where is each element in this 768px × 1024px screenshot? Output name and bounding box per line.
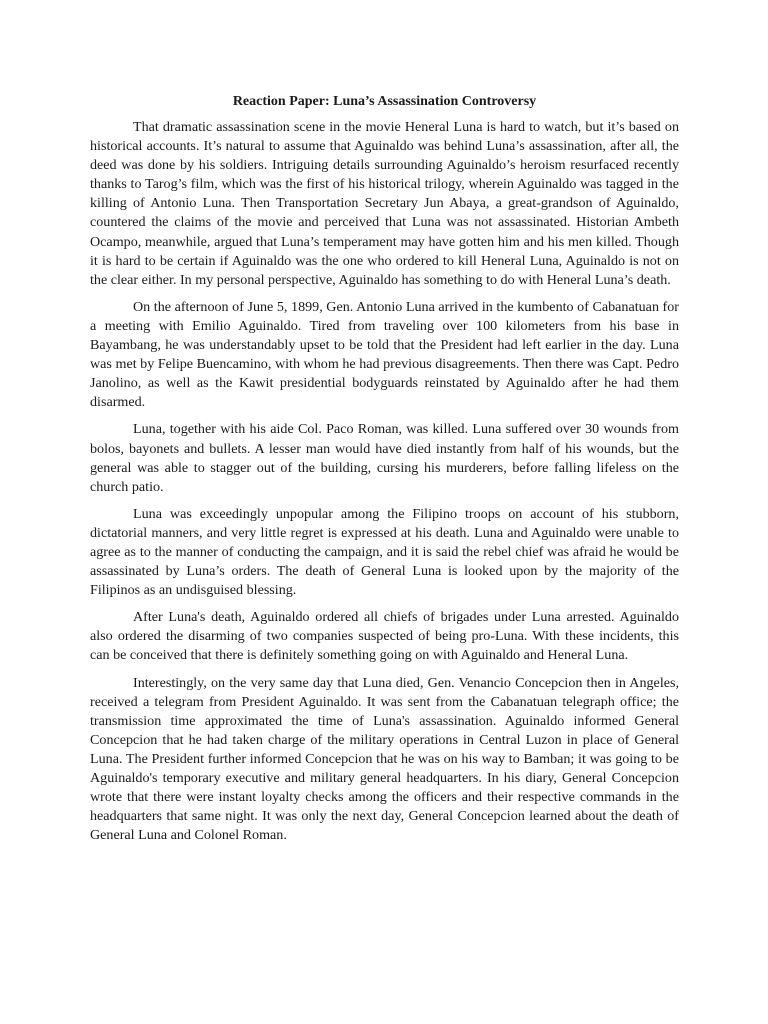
paragraph-june-5: On the afternoon of June 5, 1899, Gen. Antonio Luna arrived in the kumbento of Cabanatuan for a meeting with Emilio Aguinaldo. Tired from traveling over 100 kilometers from his base in Bayambang, he was understandably upset to be told that the President had left earlier in the day. Luna was met by Felipe Buencamino, with whom he had previous disagreements. Then there was Capt. Pedro Janolino, as well as the Kawit presidential bodyguards reinstated by Aguinaldo after he had them disarmed.: [90, 298, 679, 411]
paragraph-unpopular: Luna was exceedingly unpopular among the Filipino troops on account of his stubborn, dictatorial manners, and very little regret is expressed at his death. Luna and Aguinaldo were unable to agree as to the manner of conducting the campaign, and it is said the rebel chief was afraid he would be assassinated by Luna’s orders. The death of General Luna is looked upon by the majority of the Filipinos as an undisguised blessing.: [90, 505, 679, 599]
paragraph-intro: That dramatic assassination scene in the movie Heneral Luna is hard to watch, but it’s based on historical accounts. It’s natural to assume that Aguinaldo was behind Luna’s assassination, after all, the deed was done by his soldiers. Intriguing details surrounding Aguinaldo’s heroism resurfaced recently thanks to Tarog’s film, which was the first of his historical trilogy, wherein Aguinaldo was tagged in the killing of Antonio Luna. Then Transportation Secretary Jun Abaya, a great-grandson of Aguinaldo, countered the claims of the movie and perceived that Luna was not assassinated. Historian Ambeth Ocampo, meanwhile, argued that Luna’s temperament may have gotten him and his men killed. Though it is hard to be certain if Aguinaldo was the one who ordered to kill Heneral Luna, Aguinaldo is not on the clear either. In my personal perspective, Aguinaldo has something to do with Heneral Luna’s death.: [90, 119, 679, 288]
document-page: [90, 92, 679, 853]
paragraph-telegram: Interestingly, on the very same day that Luna died, Gen. Venancio Concepcion then in Angeles, received a telegram from President Aguinaldo. It was sent from the Cabanatuan telegraph office; the transmission time approximated the time of Luna's assassination. Aguinaldo informed General Concepcion that he had taken charge of the military operations in Central Luzon in place of General Luna. The President further informed Concepcion that he was on his way to Bamban; it was going to be Aguinaldo's temporary executive and military general headquarters. In his diary, General Concepcion wrote that there were instant loyalty checks among the officers and their respective commands in the headquarters that same night. It was only the next day, General Concepcion learned about the death of General Luna and Colonel Roman.: [90, 674, 679, 844]
document-title: Reaction Paper: Luna’s Assassination Controversy: [232, 94, 537, 109]
paragraph-after-death: After Luna's death, Aguinaldo ordered all chiefs of brigades under Luna arrested. Aguinaldo also ordered the disarming of two companies suspected of being pro-Luna. With these incidents, this can be conceived that there is definitely something going on with Aguinaldo and Heneral Luna.: [90, 609, 679, 664]
paragraph-killing: Luna, together with his aide Col. Paco Roman, was killed. Luna suffered over 30 wounds from bolos, bayonets and bullets. A lesser man would have died instantly from half of his wounds, but the general was able to stagger out of the building, cursing his murderers, before falling lifeless on the church patio.: [90, 421, 679, 495]
